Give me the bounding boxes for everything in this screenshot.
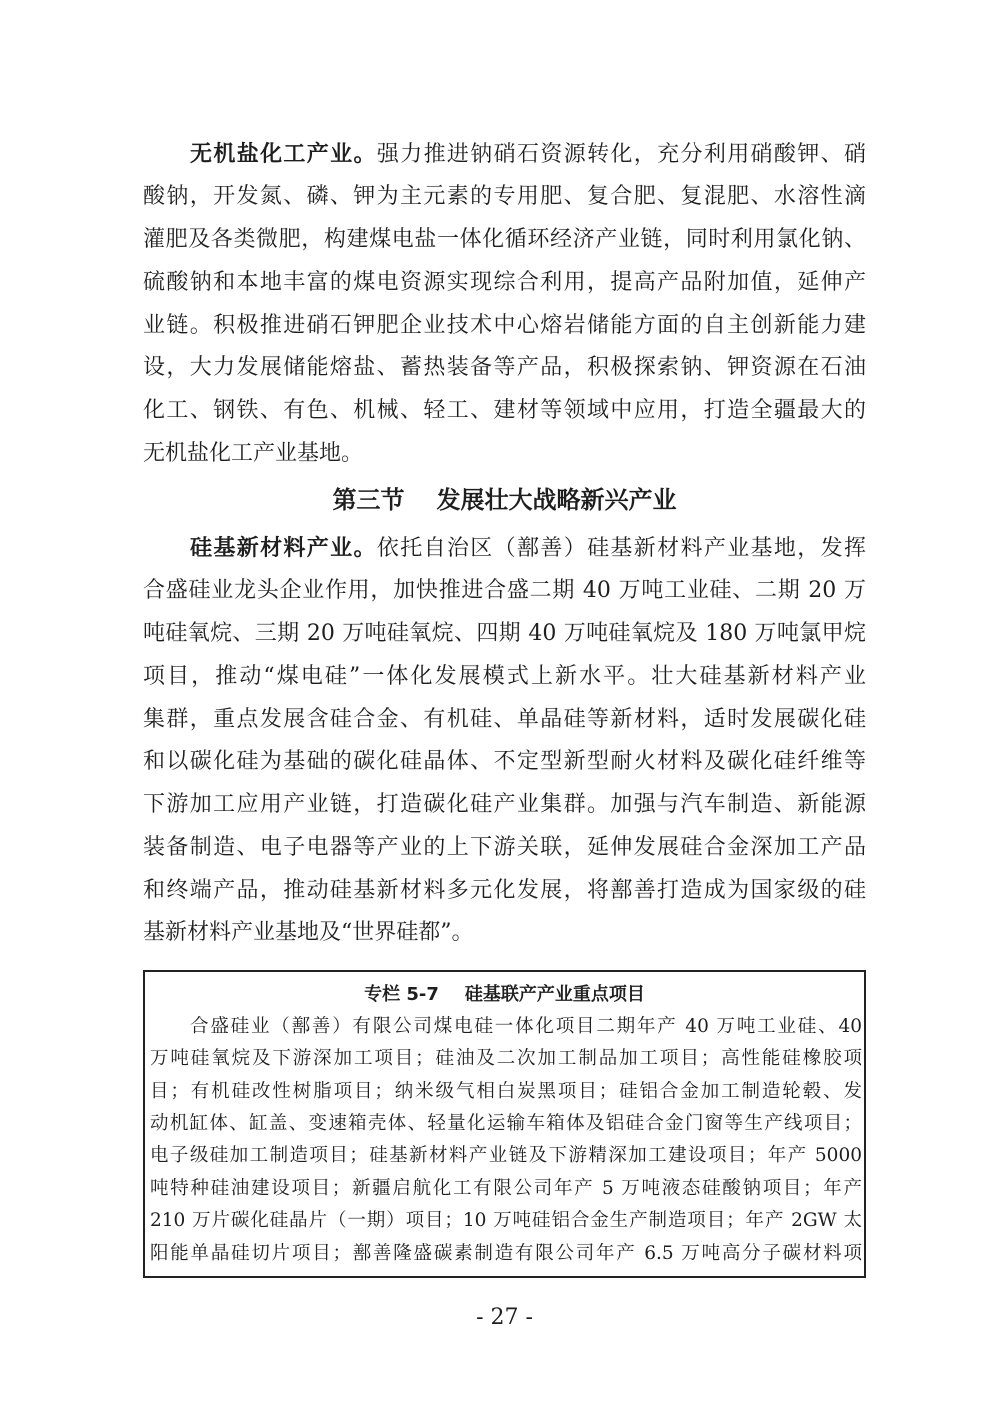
paragraph-line: 集群，重点发展含硅合金、有机硅、单晶硅等新材料，适时发展碳化硅: [143, 706, 866, 732]
page-number: - 27 -: [476, 1305, 533, 1330]
paragraph-line: 项目，推动“煤电硅”一体化发展模式上新水平。壮大硅基新材料产业: [143, 663, 866, 689]
paragraph-line: 灌肥及各类微肥，构建煤电盐一体化循环经济产业链，同时利用氯化钠、: [143, 227, 866, 253]
paragraph-line: 和以碳化硅为基础的碳化硅晶体、不定型新型耐火材料及碳化硅纤维等: [143, 749, 866, 775]
paragraph-line: 业链。积极推进硝石钾肥企业技术中心熔岩储能方面的自主创新能力建: [143, 312, 866, 338]
paragraph-line: 设，大力发展储能熔盐、蓄热装备等产品，积极探索钠、钾资源在石油: [143, 355, 866, 381]
paragraph-inorganic-salt: [143, 134, 866, 476]
paragraph-lead: 无机盐化工产业。: [190, 141, 377, 167]
paragraph-line: 装备制造、电子电器等产业的上下游关联，延伸发展硅合金深加工产品: [143, 834, 866, 860]
paragraph-line: 化工、钢铁、有色、机械、轻工、建材等领域中应用，打造全疆最大的: [143, 398, 866, 424]
paragraph-line: 硫酸钠和本地丰富的煤电资源实现综合利用，提高产品附加值，延伸产: [143, 269, 866, 295]
feature-box-line: 万吨硅氧烷及下游深加工项目；硅油及二次加工制品加工项目；高性能硅橡胶项: [150, 1048, 862, 1070]
feature-box-body: [150, 1011, 862, 1270]
paragraph-line: [143, 528, 866, 571]
feature-box-heading: 硅基联产产业重点项目: [464, 984, 645, 1005]
paragraph-lead: 硅基新材料产业。: [190, 535, 377, 561]
paragraph-line: 和终端产品，推动硅基新材料多元化发展，将鄯善打造成为国家级的硅: [143, 877, 866, 903]
feature-box-title: [145, 980, 864, 1010]
section-title: 发展壮大战略新兴产业: [436, 486, 677, 514]
section-number: 第三节: [332, 486, 405, 514]
feature-box-line: 目；有机硅改性树脂项目；纳米级气相白炭黑项目；硅铝合金加工制造轮毂、发: [150, 1080, 862, 1102]
feature-box-line: 阳能单晶硅切片项目；鄯善隆盛碳素制造有限公司年产 6.5 万吨高分子碳材料项: [150, 1242, 862, 1264]
feature-box-line: 动机缸体、缸盖、变速箱壳体、轻量化运输车箱体及铝硅合金门窗等生产线项目；: [150, 1112, 862, 1134]
feature-box-line: 电子级硅加工制造项目；硅基新材料产业链及下游精深加工建设项目；年产 5000: [150, 1145, 862, 1167]
feature-box-label: 专栏 5-7: [364, 984, 439, 1005]
feature-box-line: 吨特种硅油建设项目；新疆启航化工有限公司年产 5 万吨液态硅酸钠项目；年产: [150, 1177, 862, 1199]
paragraph-line: 下游加工应用产业链，打造碳化硅产业集群。加强与汽车制造、新能源: [143, 792, 866, 818]
paragraph-line: [143, 134, 866, 177]
paragraph-silicon-materials: [143, 528, 866, 956]
feature-box-line: 合盛硅业（鄯善）有限公司煤电硅一体化项目二期年产 40 万吨工业硅、40: [190, 1015, 862, 1037]
section-heading: [143, 479, 866, 521]
paragraph-line: 基新材料产业基地及“世界硅都”。: [143, 920, 474, 946]
line-text: 依托自治区（鄯善）硅基新材料产业基地，发挥: [376, 535, 866, 561]
paragraph-line: 吨硅氧烷、三期 20 万吨硅氧烷、四期 40 万吨硅氧烷及 180 万吨氯甲烷: [143, 621, 866, 647]
line-text: 强力推进钠硝石资源转化，充分利用硝酸钾、硝: [376, 141, 866, 167]
paragraph-line: 合盛硅业龙头企业作用，加快推进合盛二期 40 万吨工业硅、二期 20 万: [143, 578, 866, 604]
feature-box: [143, 970, 866, 1278]
paragraph-line: 酸钠，开发氮、磷、钾为主元素的专用肥、复合肥、复混肥、水溶性滴: [143, 184, 866, 210]
paragraph-line: 无机盐化工产业基地。: [143, 440, 364, 466]
feature-box-line: 210 万片碳化硅晶片（一期）项目；10 万吨硅铝合金生产制造项目；年产 2GW 太: [150, 1210, 862, 1232]
